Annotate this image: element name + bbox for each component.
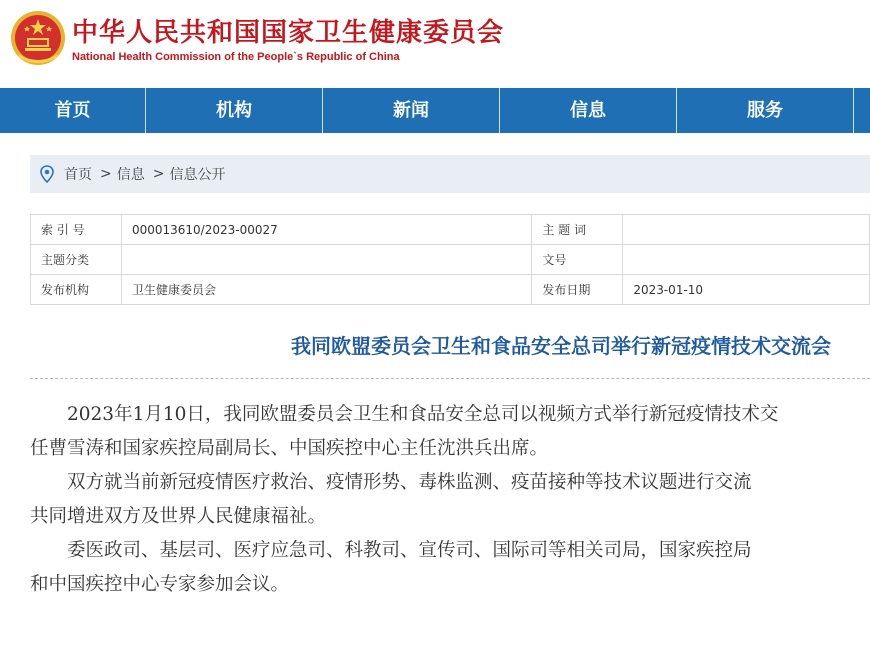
article-title: 我同欧盟委员会卫生和食品安全总司举行新冠疫情技术交流会 <box>291 334 831 358</box>
article-line: 2023年1月10日，我同欧盟委员会卫生和食品安全总司以视频方式举行新冠疫情技术交 <box>30 404 779 425</box>
nav-item-information[interactable]: 信息 <box>500 88 677 133</box>
site-title: 中华人民共和国国家卫生健康委员会 <box>72 18 505 48</box>
breadcrumb-separator: > <box>152 166 165 182</box>
divider <box>30 378 870 379</box>
meta-key-keywords: 主 题 词 <box>532 215 623 245</box>
meta-value-publisher: 卫生健康委员会 <box>121 275 531 305</box>
meta-value-index: 000013610/2023-00027 <box>121 215 531 245</box>
breadcrumb-disclosure[interactable]: 信息公开 <box>169 167 226 183</box>
meta-key-doc-number: 文号 <box>532 245 623 275</box>
meta-value-doc-number <box>623 245 870 275</box>
nav-item-news[interactable]: 新闻 <box>323 88 500 133</box>
meta-value-keywords <box>623 215 870 245</box>
article-line: 双方就当前新冠疫情医疗救治、疫情形势、毒株监测、疫苗接种等技术议题进行交流 <box>30 472 752 493</box>
table-row <box>31 215 870 245</box>
meta-key-index: 索 引 号 <box>31 215 122 245</box>
breadcrumb-separator: > <box>100 166 112 182</box>
article-line: 和中国疾控中心专家参加会议。 <box>30 574 290 595</box>
site-header <box>0 0 870 88</box>
nav-item-institutions[interactable]: 机构 <box>146 88 323 133</box>
nav-item-home[interactable]: 首页 <box>0 88 146 133</box>
breadcrumb <box>30 155 870 193</box>
main-nav <box>0 88 870 133</box>
meta-key-publish-date: 发布日期 <box>532 275 623 305</box>
article-line: 任曹雪涛和国家疾控局副局长、中国疾控中心主任沈洪兵出席。 <box>30 438 549 459</box>
metadata-table <box>30 214 870 305</box>
national-emblem-icon[interactable] <box>10 10 66 66</box>
nav-item-services[interactable]: 服务 <box>677 88 854 133</box>
breadcrumb-information[interactable]: 信息 <box>116 167 145 183</box>
table-row <box>31 245 870 275</box>
meta-value-category <box>121 245 531 275</box>
meta-key-category: 主题分类 <box>31 245 122 275</box>
site-subtitle: National Health Commission of the People`s Republic of China <box>72 51 400 63</box>
article-line: 共同增进双方及世界人民健康福祉。 <box>30 506 327 527</box>
meta-value-publish-date: 2023-01-10 <box>623 275 870 305</box>
location-pin-icon <box>40 165 54 183</box>
meta-key-publisher: 发布机构 <box>31 275 122 305</box>
article-body <box>30 398 870 602</box>
nav-item-overflow[interactable] <box>854 88 870 133</box>
table-row <box>31 275 870 305</box>
article-line: 委医政司、基层司、医疗应急司、科教司、宣传司、国际司等相关司局，国家疾控局 <box>30 540 752 561</box>
breadcrumb-home[interactable]: 首页 <box>64 167 92 183</box>
